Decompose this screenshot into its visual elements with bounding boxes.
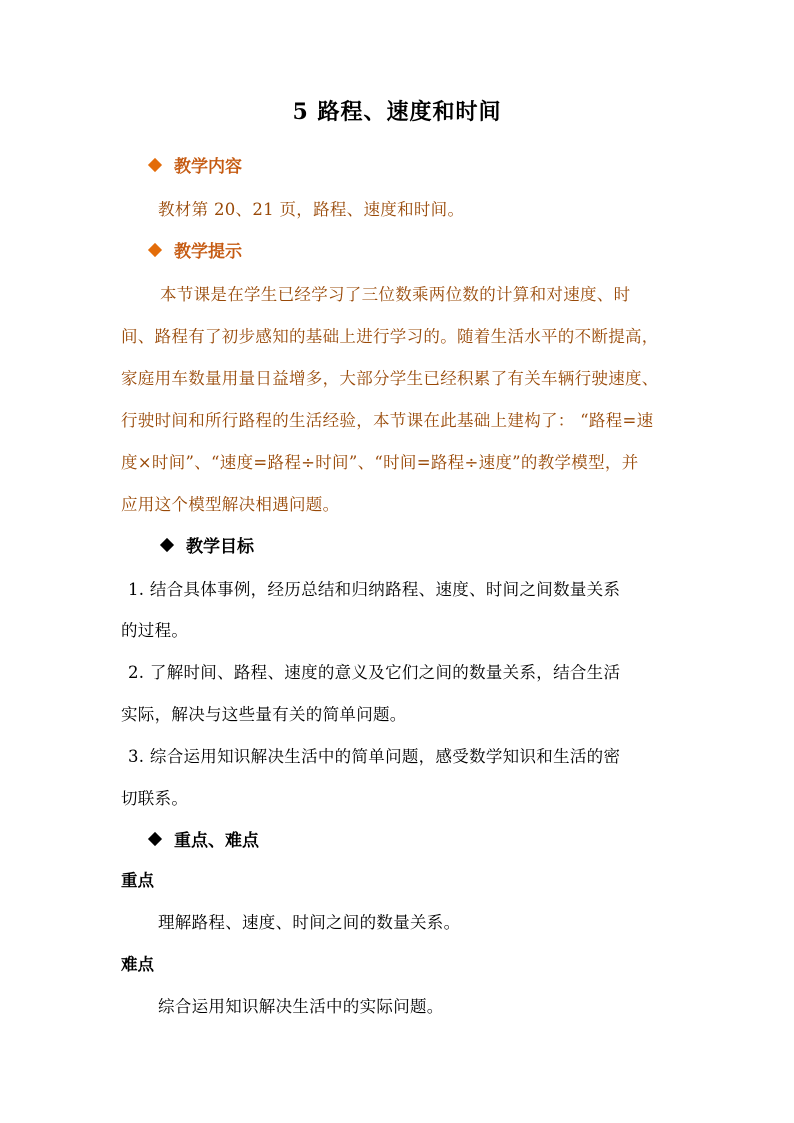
- content-line: 教材第 20、21 页，路程、速度和时间。: [158, 200, 465, 219]
- diamond-bullet-icon: [148, 243, 162, 257]
- goals-line: 2. 了解时间、路程、速度的意义及它们之间的数量关系，结合生活: [128, 663, 621, 682]
- section-heading-goals: [162, 532, 254, 557]
- goals-line: 实际，解决与这些量有关的简单问题。: [121, 705, 407, 724]
- goals-line: 3. 综合运用知识解决生活中的简单问题，感受数学知识和生活的密: [128, 747, 621, 766]
- hints-line: 本节课是在学生已经学习了三位数乘两位数的计算和对速度、时: [160, 285, 631, 304]
- section-heading-label: 重点、难点: [174, 831, 259, 851]
- focus-text: 理解路程、速度、时间之间的数量关系。: [158, 913, 461, 932]
- diamond-bullet-icon: [148, 158, 162, 172]
- section-heading-label: 教学提示: [174, 242, 242, 262]
- section-heading-content: [150, 152, 242, 177]
- page-title: 5 路程、速度和时间: [292, 99, 502, 125]
- section-heading-keypoints: [150, 826, 259, 851]
- section-heading-label: 教学内容: [174, 157, 242, 177]
- hints-line: 间、路程有了初步感知的基础上进行学习的。随着生活水平的不断提高，: [121, 327, 659, 346]
- focus-label: 重点: [121, 871, 154, 890]
- hints-line: 行驶时间和所行路程的生活经验，本节课在此基础上建构了： “路程=速: [121, 411, 654, 430]
- diamond-bullet-icon: [148, 832, 162, 846]
- section-heading-label: 教学目标: [186, 537, 254, 557]
- hints-line: 应用这个模型解决相遇问题。: [121, 495, 340, 514]
- hints-line: 家庭用车数量用量日益增多，大部分学生已经积累了有关车辆行驶速度、: [121, 369, 659, 388]
- hints-line: 度×时间”、“速度=路程÷时间”、“时间=路程÷速度”的教学模型，并: [121, 453, 639, 472]
- difficulty-label: 难点: [121, 955, 154, 974]
- difficulty-text: 综合运用知识解决生活中的实际问题。: [158, 997, 444, 1016]
- section-heading-hints: [150, 237, 242, 262]
- goals-line: 1. 结合具体事例，经历总结和归纳路程、速度、时间之间数量关系: [128, 580, 621, 599]
- goals-line: 的过程。: [121, 621, 189, 640]
- goals-line: 切联系。: [121, 789, 189, 808]
- diamond-bullet-icon: [160, 538, 174, 552]
